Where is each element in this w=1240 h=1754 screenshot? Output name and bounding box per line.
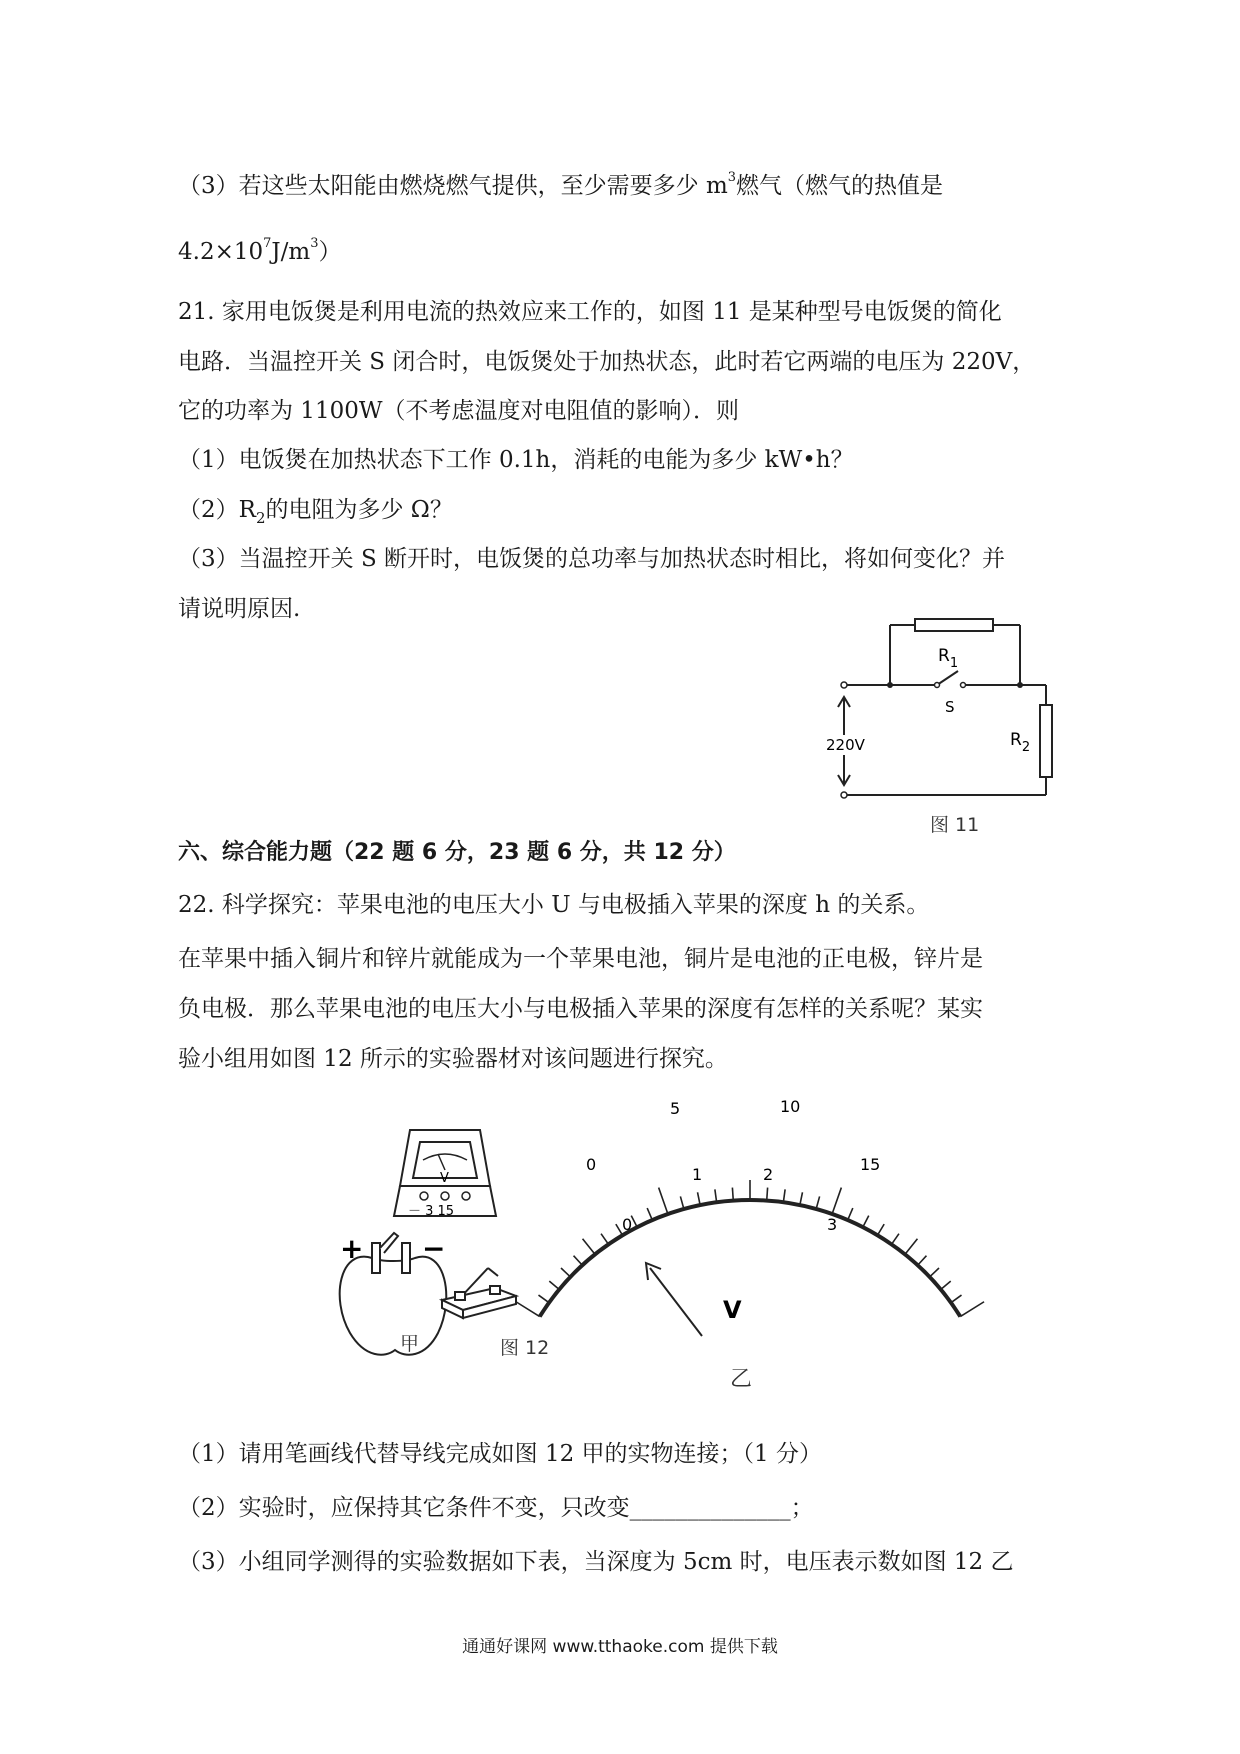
q20-heat-value: 4.2×10 <box>178 239 264 265</box>
q21-part3-line2: 请说明原因. <box>178 596 301 622</box>
scale-bottom-1: 1 <box>692 1165 703 1184</box>
voltmeter-v-label: V <box>440 1171 449 1186</box>
q21-part2-sub: 2 <box>255 509 266 527</box>
r2-label: $R_2$ <box>1010 730 1031 755</box>
dial-tick <box>951 1295 962 1303</box>
switch-label: S <box>945 698 955 716</box>
dial-tick <box>516 1302 540 1317</box>
scale-bottom-3: 3 <box>827 1215 838 1234</box>
q22-title: 22. 科学探究：苹果电池的电压大小 U 与电极插入苹果的深度 h 的关系。 <box>178 892 930 918</box>
scale-top-10: 10 <box>780 1097 801 1116</box>
q22-part1: （1）请用笔画线代替导线完成如图 12 甲的实物连接；（1 分） <box>178 1441 822 1467</box>
q20-heat-exp: 7 <box>263 236 272 251</box>
apple-minus: − <box>422 1232 446 1265</box>
q20-part3-sup: 3 <box>727 170 737 185</box>
q21-part2 <box>178 494 453 528</box>
switch-s <box>937 671 958 685</box>
q20-heat-unit: J/m <box>271 239 311 265</box>
dial-pointer <box>646 1263 702 1336</box>
figure-12-caption: 图 12 <box>500 1337 550 1359</box>
dial-tick <box>816 1196 819 1209</box>
q21-intro-line3: 它的功率为 1100W（不考虑温度对电阻值的影响）．则 <box>178 398 739 424</box>
scale-bottom-0: 0 <box>622 1215 633 1234</box>
terminal-bottom <box>841 792 847 798</box>
q20-part3-line1 <box>178 170 943 206</box>
q20-heat-unit-exp: 3 <box>310 236 319 251</box>
dial-tick <box>892 1234 899 1245</box>
dial-tick <box>960 1302 984 1317</box>
r1-resistor <box>915 619 993 631</box>
label-jia: 甲 <box>400 1333 420 1355</box>
dial-tick <box>941 1281 951 1289</box>
q21-part3-line1: （3）当温控开关 S 断开时，电饭煲的总功率与加热状态时相比，将如何变化？并 <box>178 546 1006 572</box>
dial-tick <box>647 1208 652 1220</box>
voltage-label: 220V <box>826 736 865 754</box>
q22-part2: （2）实验时，应保持其它条件不变，只改变______________； <box>178 1495 814 1521</box>
figure-11-circuit <box>820 605 1080 840</box>
q21-part2-text-b: 的电阻为多少 Ω？ <box>265 497 453 523</box>
apple-plus: + <box>340 1232 364 1265</box>
dial-tick <box>549 1281 559 1289</box>
voltmeter-terminals: － 3 15 <box>408 1204 455 1219</box>
dial-tick <box>561 1268 570 1277</box>
scale-top-5: 5 <box>670 1099 681 1118</box>
r2-resistor <box>1040 705 1052 777</box>
r1-label: $R_1$ <box>938 646 959 671</box>
dial-tick <box>583 1239 595 1255</box>
dial-tick <box>905 1239 917 1255</box>
q22-text-line3: 验小组用如图 12 所示的实验器材对该问题进行探究。 <box>178 1046 728 1072</box>
dial-tick <box>715 1189 717 1202</box>
dial-tick <box>767 1188 768 1201</box>
q21-part1: （1）电饭煲在加热状态下工作 0.1h，消耗的电能为多少 kW•h？ <box>178 447 854 473</box>
q22-text-line1: 在苹果中插入铜片和锌片就能成为一个苹果电池，铜片是电池的正电极，锌片是 <box>178 946 983 972</box>
q21-part2-text-a: （2）R <box>178 497 256 523</box>
q21-intro-line2: 电路．当温控开关 S 闭合时，电饭煲处于加热状态，此时若它两端的电压为 220V， <box>178 349 1036 375</box>
dial-tick <box>783 1189 785 1202</box>
dial-v-label: V <box>723 1296 742 1324</box>
dial-tick <box>538 1295 549 1303</box>
q21-intro-line1: 21. 家用电饭煲是利用电流的热效应来工作的，如图 11 是某种型号电饭煲的简化 <box>178 299 1002 325</box>
terminal-top <box>841 682 847 688</box>
q22-text-line2: 负电极．那么苹果电池的电压大小与电极插入苹果的深度有怎样的关系呢？某实 <box>178 996 983 1022</box>
dial-tick <box>930 1268 939 1277</box>
q20-part3-line2 <box>178 236 341 272</box>
scale-top-15: 15 <box>860 1155 881 1174</box>
dial-tick <box>680 1196 683 1209</box>
section-6-heading: 六、综合能力题（22 题 6 分，23 题 6 分，共 12 分） <box>178 840 736 865</box>
figure-11-caption: 图 11 <box>930 814 980 836</box>
voltmeter-dial <box>516 1180 984 1317</box>
q20-heat-close: ） <box>318 239 342 265</box>
page-footer: 通通好课网 www.tthaoke.com 提供下载 <box>462 1637 778 1657</box>
knife-switch <box>442 1268 516 1318</box>
dial-tick <box>732 1188 733 1201</box>
dial-tick <box>863 1216 869 1228</box>
dial-tick <box>574 1256 583 1266</box>
dial-tick <box>832 1188 841 1214</box>
q20-part3-text-a: （3）若这些太阳能由燃烧燃气提供，至少需要多少 m <box>178 173 728 199</box>
scale-bottom-2: 2 <box>763 1165 774 1184</box>
q20-part3-text-b: 燃气（燃气的热值是 <box>736 173 944 199</box>
q22-part3: （3）小组同学测得的实验数据如下表，当深度为 5cm 时，电压表示数如图 12 乙 <box>178 1549 1014 1575</box>
label-yi: 乙 <box>730 1367 753 1392</box>
dial-tick <box>877 1224 884 1235</box>
dial-tick <box>848 1208 853 1220</box>
dial-tick <box>659 1188 668 1214</box>
dial-tick <box>918 1256 927 1266</box>
scale-top-0: 0 <box>586 1155 597 1174</box>
figure-12 <box>330 1097 1010 1398</box>
dial-tick <box>601 1234 608 1245</box>
